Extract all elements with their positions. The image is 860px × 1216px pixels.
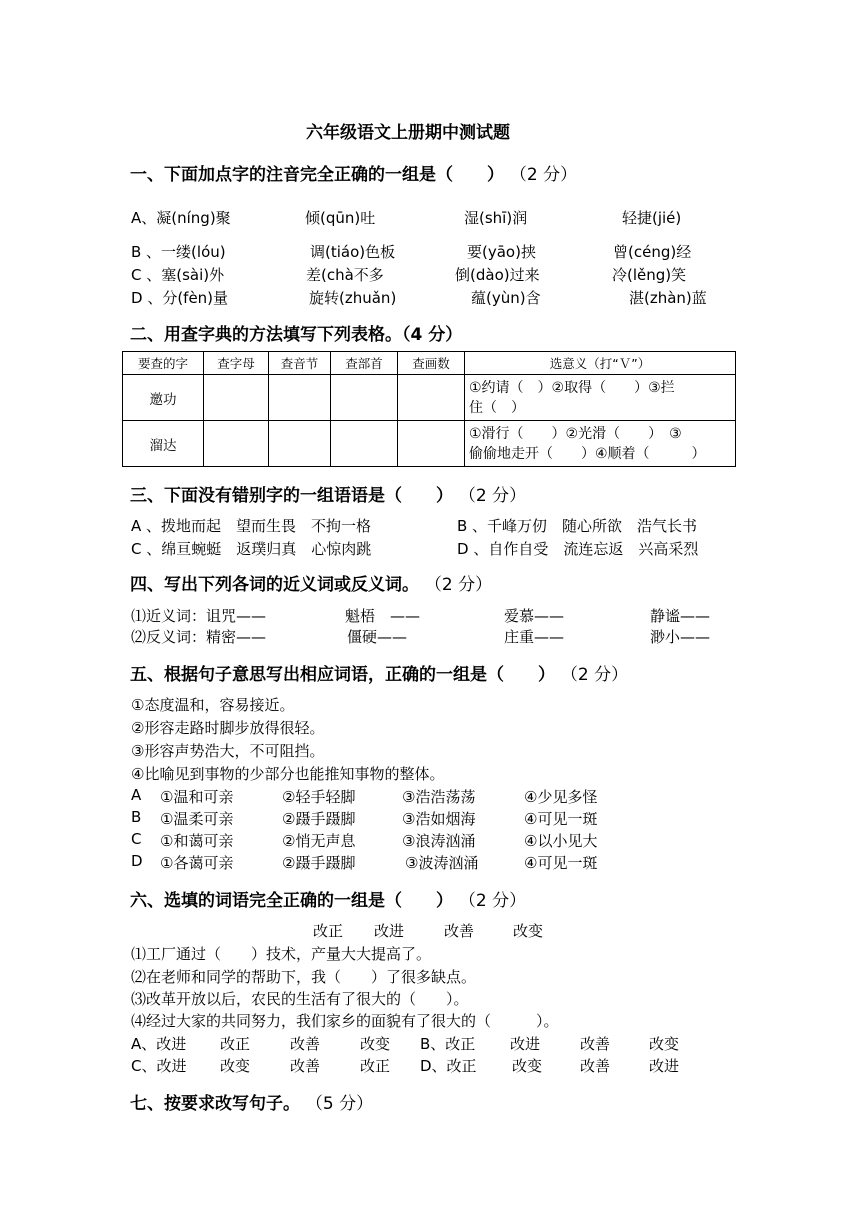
q6-option: 改正: [220, 1035, 251, 1053]
table-header-row: [123, 352, 736, 375]
q5-option-word: ④以小见大: [524, 832, 598, 850]
q5-option-word: ②悄无声息: [282, 832, 356, 850]
q5-option-letter: D: [131, 852, 143, 870]
q1-option-d-2: 旋转(zhuǎn): [309, 289, 397, 307]
q3-option-d: D 、自作自受 流连忘返 兴高采烈: [457, 540, 699, 558]
header-cell: 要查的字: [123, 352, 204, 375]
q4-heading-text: 四、写出下列各词的近义词或反义词。: [130, 575, 419, 595]
meaning-line: 住（ ）: [469, 399, 525, 416]
q4-points: （2 分）: [424, 575, 493, 595]
q4-synonym-4: 静谧——: [650, 607, 711, 625]
answer-cell[interactable]: [331, 375, 398, 421]
q5-option-letter: B: [131, 808, 142, 826]
q6-sentence: ⑶改革开放以后，农民的生活有了很大的（ ）。: [131, 990, 469, 1008]
q1-option-c-3: 倒(dào)过来: [455, 266, 540, 284]
q3-option-a: A 、拨地而起 望而生畏 不拘一格: [131, 517, 372, 535]
q5-option-word: ③浪涛汹涌: [402, 832, 476, 850]
answer-cell[interactable]: [269, 421, 331, 467]
dictionary-lookup-table: [122, 351, 736, 467]
q5-option-word: ②蹑手蹑脚: [282, 810, 356, 828]
q1-option-c-4: 冷(lěng)笑: [612, 266, 687, 284]
q1-option-b-3: 要(yāo)挟: [467, 243, 536, 261]
q5-option-word: ③浩浩荡荡: [402, 788, 476, 806]
q1-option-a-2: 倾(qūn)吐: [305, 209, 376, 227]
answer-cell[interactable]: [204, 375, 269, 421]
q1-option-a-1: A、凝(níng)聚: [131, 209, 231, 227]
answer-cell[interactable]: [331, 421, 398, 467]
q6-option: 改变: [512, 1057, 543, 1075]
q1-option-c-1: C 、塞(sài)外: [131, 266, 225, 284]
meaning-cell[interactable]: [465, 375, 736, 421]
q4-antonym-4: 渺小——: [650, 628, 711, 646]
table-row: [123, 421, 736, 467]
q6-option: D、改正: [420, 1057, 477, 1075]
q4-antonym-2: 僵硬——: [347, 628, 408, 646]
header-cell: 查字母: [204, 352, 269, 375]
q5-item: ①态度温和，容易接近。: [131, 696, 295, 714]
q1-heading-text: 一、下面加点字的注音完全正确的一组是（ ）: [130, 165, 504, 185]
page-title: 六年级语文上册期中测试题: [306, 123, 510, 143]
q7-heading-text: 七、按要求改写句子。: [130, 1094, 300, 1114]
q1-option-a-4: 轻捷(jié): [622, 209, 682, 227]
q4-antonym-1: ⑵反义词：精密——: [131, 628, 267, 646]
q3-option-c: C 、绵亘蜿蜓 返璞归真 心惊肉跳: [131, 540, 372, 558]
q6-option: 改变: [649, 1035, 680, 1053]
q1-option-b-1: B 、一缕(lóu): [131, 243, 226, 261]
q1-option-b-4: 曾(céng)经: [613, 243, 692, 261]
answer-cell[interactable]: [269, 375, 331, 421]
header-cell: 查音节: [269, 352, 331, 375]
q5-item: ③形容声势浩大，不可阻挡。: [131, 742, 325, 760]
answer-cell[interactable]: [204, 421, 269, 467]
q5-option-word: ③浩如烟海: [402, 810, 476, 828]
q4-synonym-3: 爱慕——: [504, 607, 565, 625]
q6-option: 改善: [580, 1035, 611, 1053]
q3-heading-text: 三、下面没有错别字的一组语语是（ ）: [130, 486, 453, 506]
q2-heading: 二、用查字典的方法填写下列表格。（4 分）: [130, 325, 463, 345]
lookup-char: 邀功: [123, 375, 204, 421]
q5-option-word: ①温和可亲: [160, 788, 234, 806]
q5-points: （2 分）: [560, 665, 629, 685]
q5-heading: [130, 660, 628, 685]
q4-antonym-3: 庄重——: [504, 628, 565, 646]
q5-option-word: ②蹑手蹑脚: [282, 854, 356, 872]
q6-option: 改进: [649, 1057, 680, 1075]
q1-option-d-1: D 、分(fèn)量: [131, 289, 229, 307]
meaning-line: ①约请（ ）②取得（ ）③拦: [469, 379, 675, 396]
q6-sentence: ⑷经过大家的共同努力，我们家乡的面貌有了很大的（ ）。: [131, 1012, 559, 1030]
q6-sentence: ⑴工厂通过（ ）技术，产量大大提高了。: [131, 945, 432, 963]
q4-synonym-1: ⑴近义词：诅咒——: [131, 607, 267, 625]
q6-option: 改进: [510, 1035, 541, 1053]
q5-heading-text: 五、根据句子意思写出相应词语，正确的一组是（ ）: [130, 665, 555, 685]
meaning-line: ①滑行（ ）②光滑（ ） ③: [469, 425, 682, 442]
q6-option: 改正: [360, 1057, 391, 1075]
q6-option: 改变: [360, 1035, 391, 1053]
meaning-line: 偷偷地走开（ ）④顺着（ ）: [469, 445, 706, 462]
q6-heading: [130, 886, 526, 911]
q3-option-b: B 、千峰万仞 随心所欲 浩气长书: [457, 517, 698, 535]
q5-option-word: ③波涛汹涌: [405, 854, 479, 872]
q5-option-letter: A: [131, 786, 142, 804]
q5-option-word: ①和蔼可亲: [160, 832, 234, 850]
q1-option-d-4: 湛(zhàn)蓝: [629, 289, 707, 307]
q5-option-word: ④可见一斑: [524, 854, 598, 872]
q6-option: B、改正: [420, 1035, 476, 1053]
header-cell: 查画数: [398, 352, 465, 375]
q5-item: ④比喻见到事物的少部分也能推知事物的整体。: [131, 765, 445, 783]
header-cell: 选意义（打“Ｖ”）: [465, 352, 736, 375]
q7-points: （5 分）: [305, 1094, 374, 1114]
q6-heading-text: 六、选填的词语完全正确的一组是（ ）: [130, 891, 453, 911]
q6-option: 改善: [290, 1057, 321, 1075]
header-cell: 查部首: [331, 352, 398, 375]
q1-points: （2 分）: [509, 165, 578, 185]
q6-sentence: ⑵在老师和同学的帮助下，我（ ）了很多缺点。: [131, 968, 477, 986]
lookup-char: 溜达: [123, 421, 204, 467]
q6-option: A、改进: [131, 1035, 187, 1053]
q6-word: 改进: [374, 922, 405, 940]
answer-cell[interactable]: [398, 421, 465, 467]
q5-option-word: ④可见一斑: [524, 810, 598, 828]
q5-option-word: ④少见多怪: [524, 788, 598, 806]
q3-heading: [130, 481, 526, 506]
meaning-cell[interactable]: [465, 421, 736, 467]
q6-option: C、改进: [131, 1057, 187, 1075]
q6-option: 改善: [580, 1057, 611, 1075]
q7-heading: [130, 1089, 373, 1114]
table-row: [123, 375, 736, 421]
q5-option-word: ①温柔可亲: [160, 810, 234, 828]
q6-points: （2 分）: [458, 891, 527, 911]
q1-option-d-3: 蕴(yùn)含: [471, 289, 541, 307]
q5-item: ②形容走路时脚步放得很轻。: [131, 719, 325, 737]
q6-option: 改善: [290, 1035, 321, 1053]
q5-option-word: ①各蔼可亲: [160, 854, 234, 872]
q4-synonym-2: 魁梧 ——: [345, 607, 421, 625]
q3-points: （2 分）: [458, 486, 527, 506]
q4-heading: [130, 570, 492, 595]
answer-cell[interactable]: [398, 375, 465, 421]
q1-option-c-2: 差(chà不多: [306, 266, 384, 284]
q5-option-letter: C: [131, 830, 142, 848]
q6-option: 改变: [220, 1057, 251, 1075]
q6-word: 改正: [313, 922, 344, 940]
q1-option-a-3: 湿(shī)润: [464, 209, 528, 227]
q5-option-word: ②轻手轻脚: [282, 788, 356, 806]
q1-heading: [130, 160, 577, 185]
q6-word: 改变: [513, 922, 544, 940]
q1-option-b-2: 调(tiáo)色板: [310, 243, 396, 261]
q6-word: 改善: [444, 922, 475, 940]
